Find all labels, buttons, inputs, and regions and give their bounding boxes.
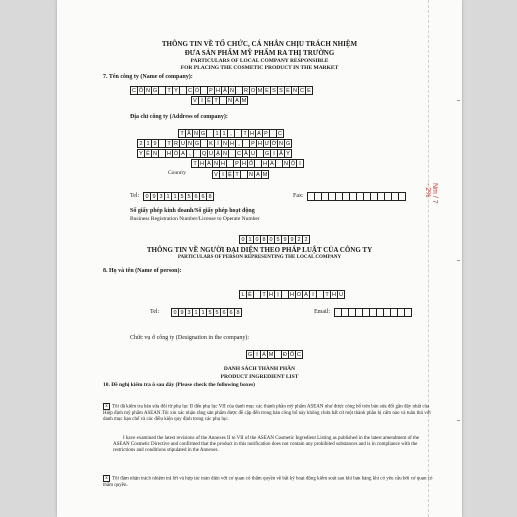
form-letter-box: N <box>192 129 200 138</box>
form-letter-box: R <box>242 86 250 95</box>
form-letter-box: 5 <box>206 308 214 317</box>
form-letter-box: Ô <box>138 88 144 94</box>
form-letter-box: P <box>233 159 241 168</box>
form-letter-box: Á <box>255 129 263 138</box>
ingredient-heading-vn: DANH SÁCH THÀNH PHẦN <box>223 366 296 372</box>
form-letter-box: Ò <box>173 151 179 157</box>
form-letter-box: Ư <box>264 141 270 147</box>
form-letter-box: I <box>198 96 206 105</box>
form-letter-box: H <box>288 290 296 299</box>
form-letter-box: Ệ <box>226 170 234 179</box>
form-letter-box: 9 <box>281 235 289 244</box>
form-letter-box: G <box>194 141 200 147</box>
form-letter-box: 9 <box>178 308 186 317</box>
form-letter-box: 9 <box>151 139 159 148</box>
form-letter-box: H <box>248 129 256 138</box>
form-letter-box: 5 <box>178 192 186 201</box>
header-vn-line1: THÔNG TIN VỀ TỔ CHỨC, CÁ NHÂN CHỊU TRÁCH NHIỆM <box>161 40 358 48</box>
form-letter-box: N <box>228 86 236 95</box>
form-letter-box: V <box>191 96 199 105</box>
form-letter-box: 5 <box>213 308 221 317</box>
form-letter-box: 0 <box>239 235 247 244</box>
form-letter-box: 2 <box>302 235 310 244</box>
company-name-label: 7. Tên công ty (Name of company): <box>103 74 193 80</box>
form-letter-box: C <box>298 86 306 95</box>
person-email-grid <box>334 308 411 317</box>
form-letter-box: , <box>235 139 243 148</box>
form-letter-box: Ê <box>144 149 152 158</box>
form-letter-box: Ê <box>246 290 254 299</box>
form-letter-box: Q <box>201 151 207 157</box>
form-letter-box: 1 <box>164 192 172 201</box>
form-letter-box: T <box>191 159 199 168</box>
declaration-1-text-en: I have examined the latest revisions of the Annexes II to VII of the ASEAN Cosmetic Ingredient Listing as published in the latest amendment of the ASEAN Cosmetic Directive and confirmed that the product in this notification does not contain any prohibited substances and is in compliance with the restrictions and conditions stipulated in the Annexes. <box>113 436 420 454</box>
form-letter-box: C <box>235 149 243 158</box>
form-letter-box: 1 <box>199 308 207 317</box>
form-letter-box: Ổ <box>194 88 200 94</box>
form-letter-box: P <box>262 129 270 138</box>
person-tel-grid <box>171 308 241 317</box>
form-letter-box: 6 <box>192 192 200 201</box>
form-letter-box: 8 <box>206 192 214 201</box>
form-letter-box: Ầ <box>242 149 250 158</box>
form-letter-box: Ờ <box>271 141 277 147</box>
form-letter-box: A <box>179 149 187 158</box>
person-email-label: Email: <box>314 309 330 315</box>
form-letter-box: G <box>264 151 270 157</box>
position-label: Chức vụ ở công ty (Designation in the company): <box>130 335 250 341</box>
form-letter-box: Ộ <box>290 161 296 167</box>
form-letter-box: T <box>212 96 220 105</box>
form-letter-box: Ậ <box>214 149 222 158</box>
form-letter-box: N <box>277 139 285 148</box>
form-letter-box: 6 <box>220 308 228 317</box>
form-letter-box: G <box>247 352 253 358</box>
form-letter-box: Ị <box>274 290 282 299</box>
form-letter-box: A <box>254 170 262 179</box>
form-letter-box: 8 <box>260 235 268 244</box>
form-letter-box: 0 <box>171 308 179 317</box>
company-name-grid-row1 <box>130 86 312 95</box>
form-letter-box: N <box>247 170 255 179</box>
form-letter-box: K <box>207 139 215 148</box>
form-letter-box: Y <box>172 86 180 95</box>
form-letter-box: T <box>165 86 173 95</box>
scan-tick <box>457 100 460 101</box>
scan-tick <box>457 420 460 421</box>
form-letter-box: 0 <box>267 235 275 244</box>
form-letter-box: H <box>228 139 236 148</box>
form-letter-box: Í <box>214 139 222 148</box>
form-letter-box: Á <box>260 350 268 359</box>
form-letter-box: H <box>330 290 338 299</box>
form-letter-box: I <box>270 149 278 158</box>
company-fax-grid <box>307 192 405 201</box>
form-letter-box: I <box>296 159 304 168</box>
form-letter-box: 0 <box>253 235 261 244</box>
form-letter-box: M <box>257 88 263 94</box>
form-letter-box: P <box>207 86 215 95</box>
form-letter-box: G <box>200 131 206 137</box>
address-grid-row3 <box>137 149 291 158</box>
form-letter-box: H <box>219 159 227 168</box>
country-label: Country <box>168 170 187 176</box>
form-letter-box: À <box>205 159 213 168</box>
declaration-1-checkbox[interactable]: x <box>103 403 110 410</box>
form-letter-box: H <box>267 290 275 299</box>
form-letter-box <box>404 308 412 317</box>
declaration-paragraph-2 <box>103 475 433 489</box>
form-letter-box: 9 <box>150 192 158 201</box>
form-letter-box <box>398 192 406 201</box>
company-tel-grid <box>143 192 213 201</box>
form-letter-box: 5 <box>274 235 282 244</box>
form-letter-box: P <box>249 139 257 148</box>
form-letter-box: C <box>130 86 138 95</box>
form-letter-box: H <box>165 149 173 158</box>
form-letter-box: H <box>256 139 264 148</box>
form-letter-box: À <box>302 290 310 299</box>
declaration-2-text-vn: Tôi đảm nhận trách nhiệm trả lời và hợp tác toàn diện với cơ quan có thẩm quyền về bất kỳ hoạt động kiểm soát sau khi bán hàng khi có yêu cầu bởi cơ quan có thẩm quyền. <box>103 476 433 488</box>
form-letter-box: Y <box>137 149 145 158</box>
form-letter-box: , <box>227 129 235 138</box>
form-letter-box: C <box>295 350 303 359</box>
form-letter-box: 8 <box>234 308 242 317</box>
company-address-label: Địa chỉ công ty (Address of company): <box>130 114 228 120</box>
representative-heading-en: PARTICULARS OF PERSON REPRESENTING THE LOCAL COMPANY <box>177 255 342 260</box>
form-letter-box: O <box>250 88 256 94</box>
form-letter-box: H <box>198 159 206 168</box>
form-letter-box: 1 <box>220 129 228 138</box>
form-letter-box: 6 <box>227 308 235 317</box>
form-letter-box: 1 <box>246 235 254 244</box>
license-label-en: Business Registration Number/License to Operate Number <box>130 216 260 222</box>
form-letter-box: 5 <box>185 192 193 201</box>
form-letter-box: H <box>261 159 269 168</box>
address-grid-row4 <box>191 159 303 168</box>
form-letter-box: H <box>214 86 222 95</box>
declaration-paragraph-1 <box>103 403 433 423</box>
form-letter-box: E <box>284 86 292 95</box>
form-letter-box: T <box>178 129 186 138</box>
form-letter-box: N <box>226 96 234 105</box>
person-tel-label: Tel: <box>150 309 160 315</box>
company-tel-label: Tel: <box>130 193 140 199</box>
form-letter-box: Đ <box>281 350 289 359</box>
form-letter-box: U <box>337 290 345 299</box>
form-letter-box: U <box>207 149 215 158</box>
form-letter-box: N <box>282 159 290 168</box>
form-letter-box: 6 <box>199 192 207 201</box>
form-letter-box: S <box>270 86 278 95</box>
form-letter-box: 3 <box>157 192 165 201</box>
form-letter-box: Ệ <box>205 96 213 105</box>
form-letter-box: I <box>219 170 227 179</box>
form-letter-box: M <box>241 98 247 104</box>
form-letter-box: T <box>260 290 268 299</box>
representative-heading-vn: THÔNG TIN VỀ NGƯỜI ĐẠI DIỆN THEO PHÁP LUẬT CỦA CÔNG TY <box>146 246 373 254</box>
form-letter-box: T <box>233 170 241 179</box>
form-letter-box: T <box>165 139 173 148</box>
form-letter-box: N <box>212 159 220 168</box>
form-letter-box: H <box>240 159 248 168</box>
position-grid <box>246 350 302 359</box>
form-letter-box: O <box>296 292 302 298</box>
form-letter-box: M <box>268 352 274 358</box>
header-vn-line2: ĐƯA SẢN PHẨM MỸ PHẨM RA THỊ TRƯỜNG <box>184 49 335 57</box>
form-letter-box: 0 <box>143 192 151 201</box>
form-letter-box: U <box>179 139 187 148</box>
form-letter-box: 1 <box>144 139 152 148</box>
form-letter-box: 3 <box>185 308 193 317</box>
license-label-vn: Số giấy phép kinh doanh/Số giấy phép hoạt động <box>130 208 255 214</box>
form-letter-box: R <box>172 139 180 148</box>
form-letter-box: , <box>186 149 194 158</box>
form-letter-box: T <box>241 129 249 138</box>
country-grid <box>212 170 268 179</box>
document-page <box>57 0 462 517</box>
form-letter-box: E <box>305 86 313 95</box>
form-letter-box: À <box>268 159 276 168</box>
form-letter-box: I <box>309 290 317 299</box>
form-letter-box: N <box>221 149 229 158</box>
form-letter-box: Ầ <box>221 86 229 95</box>
form-letter-box: 9 <box>288 235 296 244</box>
form-letter-box: Ố <box>248 161 254 167</box>
form-letter-box: E <box>263 86 271 95</box>
form-letter-box: N <box>186 139 194 148</box>
form-letter-box: 1 <box>213 129 221 138</box>
form-letter-box: 1 <box>192 308 200 317</box>
declaration-1-text-vn: Tôi đã kiểm tra bản sửa đổi từ phụ lục II đến phụ lục VII của danh mục các thành phần mỹ phẩm ASEAN như được công bố trên bản sửa đổi gần đây nhất của Hiệp định mỹ phẩm ASEAN.Tôi xin xác nhận rằng sản phẩm được đề cập đến trong bản công bố này không chứa bất cứ một thành phần bị cấm nào và tuân thủ với danh mục hạn chế và các điều kiện quy định trong các phụ lục. <box>103 404 431 423</box>
form-letter-box: G <box>285 141 291 147</box>
form-letter-box: Ầ <box>185 129 193 138</box>
form-letter-box: 1 <box>171 192 179 201</box>
form-letter-box: C <box>276 129 284 138</box>
form-letter-box: N <box>221 139 229 148</box>
license-number-grid <box>239 235 309 244</box>
form-letter-box: I <box>253 350 261 359</box>
form-letter-box: S <box>277 86 285 95</box>
form-letter-box: N <box>291 86 299 95</box>
form-letter-box: N <box>144 86 152 95</box>
form-letter-box: 2 <box>295 235 303 244</box>
form-letter-box: M <box>262 172 268 178</box>
address-grid-row2 <box>137 139 291 148</box>
form-letter-box: Y <box>284 149 292 158</box>
declaration-2-checkbox[interactable]: x <box>103 475 110 482</box>
form-letter-box: Ấ <box>277 149 285 158</box>
form-letter-box: C <box>186 86 194 95</box>
person-name-label: 8. Họ và tên (Name of person): <box>103 268 182 274</box>
form-letter-box: T <box>323 290 331 299</box>
ingredient-heading-en: PRODUCT INGREDIENT LIST <box>220 374 299 380</box>
form-letter-box: G <box>152 88 158 94</box>
form-letter-box: 2 <box>137 139 145 148</box>
company-name-grid-row2 <box>191 96 247 105</box>
form-letter-box: V <box>212 170 220 179</box>
form-letter-box: Ố <box>289 352 295 358</box>
company-fax-label: Fax: <box>293 193 304 199</box>
handwritten-margin-note: Nm / 7 - 2% <box>424 183 438 204</box>
header-en-line2: FOR PLACING THE COSMETIC PRODUCT IN THE MARKET <box>180 65 339 71</box>
header-en-line1: PARTICULARS OF LOCAL COMPANY RESPONSIBLE <box>190 58 329 64</box>
form-letter-box: L <box>239 290 247 299</box>
form-letter-box: A <box>233 96 241 105</box>
check-boxes-label: 10. Đề nghị kiểm tra ô sau đây (Please check the following boxes) <box>103 382 256 388</box>
scan-tick <box>457 260 460 261</box>
address-grid-row1 <box>178 129 283 138</box>
form-letter-box: U <box>249 149 257 158</box>
form-letter-box: N <box>151 149 159 158</box>
person-name-grid <box>239 290 344 299</box>
